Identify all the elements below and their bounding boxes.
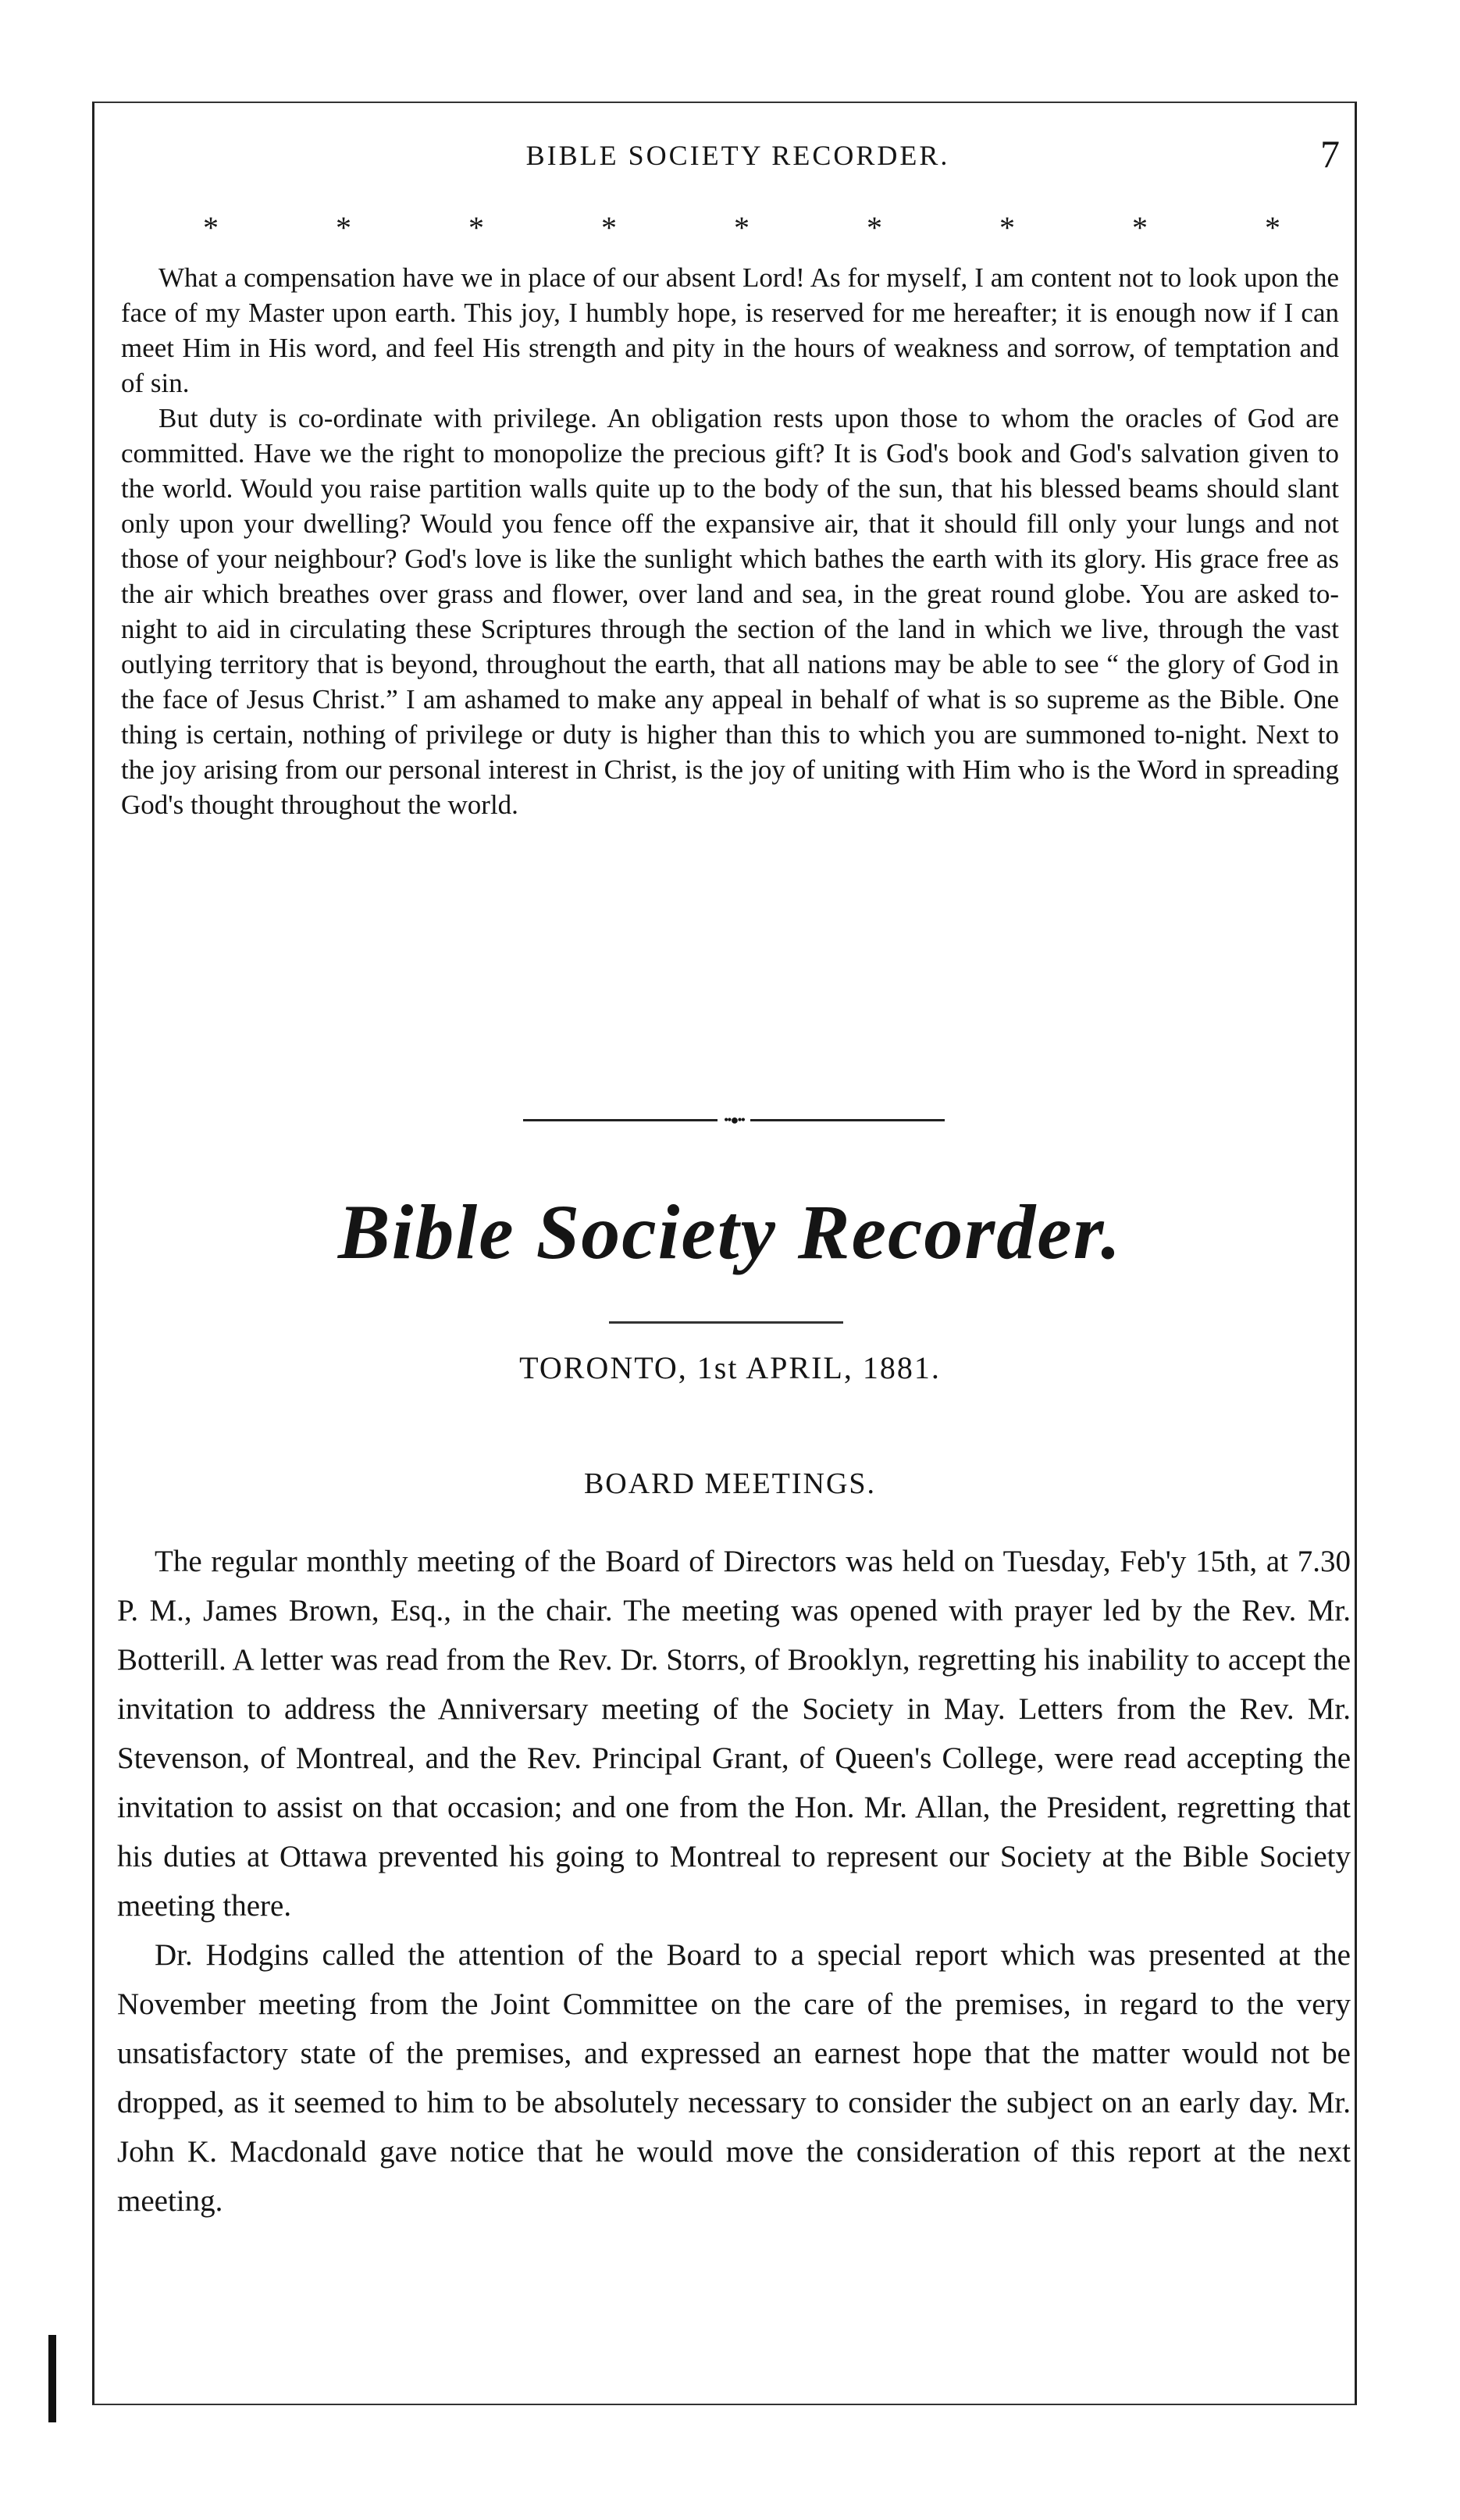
running-head: BIBLE SOCIETY RECORDER.	[525, 140, 950, 171]
rule-line-left	[523, 1119, 718, 1121]
asterisk: *	[336, 210, 351, 245]
asterisk: *	[867, 210, 882, 245]
page-number: 7	[1320, 132, 1340, 176]
binding-edge-mark	[48, 2335, 56, 2422]
asterisk: *	[999, 210, 1015, 245]
asterism-divider	[203, 209, 1280, 246]
dateline: TORONTO, 1st APRIL, 1881.	[519, 1350, 941, 1385]
sermon-excerpt	[121, 260, 1339, 822]
page-header	[117, 133, 1359, 187]
masthead-title: Bible Society Recorder.	[337, 1189, 1123, 1275]
asterisk: *	[734, 210, 750, 245]
ornamental-rule	[523, 1111, 945, 1128]
masthead-rule	[609, 1321, 843, 1324]
asterisk: *	[1132, 210, 1148, 245]
rule-line-right	[750, 1119, 945, 1121]
paragraph: What a compensation have we in place of our absent Lord! As for myself, I am content not to look upon the face of my Master upon earth. This joy, I humbly hope, is reserved for me hereafter; it is enough now if I can meet Him in His word, and feel His strength and pity in the hours of weakness and sorrow, of temptation and of sin.	[121, 262, 1339, 398]
asterisk: *	[1265, 210, 1280, 245]
asterisk: *	[203, 210, 219, 245]
asterisk: *	[601, 210, 617, 245]
asterisk: *	[468, 210, 484, 245]
paragraph: The regular monthly meeting of the Board of Directors was held on Tuesday, Feb'y 15th, at 7.30 P. M., James Brown, Esq., in the chair. The meeting was opened with prayer led by the Rev. Mr. Botterill. A letter was read from the Rev. Dr. Storrs, of Brooklyn, regretting his inability to accept the invitation to address the Anniversary meeting of the Society in May. Letters from the Rev. Mr. Stevenson, of Montreal, and the Rev. Principal Grant, of Queen's College, were read accepting the invitation to assist on that occasion; and one from the Hon. Mr. Allan, the President, regretting that his duties at Ottawa prevented his going to Montreal to represent our Society at the Bible Society meeting there.	[117, 1545, 1351, 1923]
paragraph: Dr. Hodgins called the attention of the Board to a special report which was presented at the November meeting from the Joint Committee on the care of the premises, in regard to the very unsatisfactory state of the premises, and expressed an earnest hope that the matter would not be dropped, as it seemed to him to be absolutely necessary to consider the subject on an early day. Mr. John K. Macdonald gave notice that he would move the consideration of this report at the next meeting.	[117, 1938, 1351, 2218]
paragraph: But duty is co-ordinate with privilege. An obligation rests upon those to whom the oracles of God are committed. Have we the right to monopolize the precious gift? It is God's book and God's salvation given to the world. Would you raise partition walls quite up to the body of the sun, that his blessed beams should slant only upon your dwelling? Would you fence off the expansive air, that it should fill only your lungs and not those of your neighbour? God's love is like the sunlight which bathes the earth with its glory. His grace free as the air which breathes over grass and flower, over land and sea, in the great round globe. You are asked to-night to aid in circulating these Scriptures through the section of the land in which we live, through the vast outlying territory that is beyond, throughout the earth, that all nations may be able to see “ the glory of God in the face of Jesus Christ.” I am ashamed to make any appeal in behalf of what is so supreme as the Bible. One thing is certain, nothing of privilege or duty is higher than this to which you are summoned to-night. Next to the joy arising from our personal interest in Christ, is the joy of uniting with Him who is the Word in spreading God's thought throughout the world.	[121, 403, 1339, 820]
board-meetings-report	[117, 1537, 1351, 2226]
section-title: BOARD MEETINGS.	[583, 1467, 877, 1500]
rule-ornament-dots: ••●••	[723, 1111, 745, 1128]
